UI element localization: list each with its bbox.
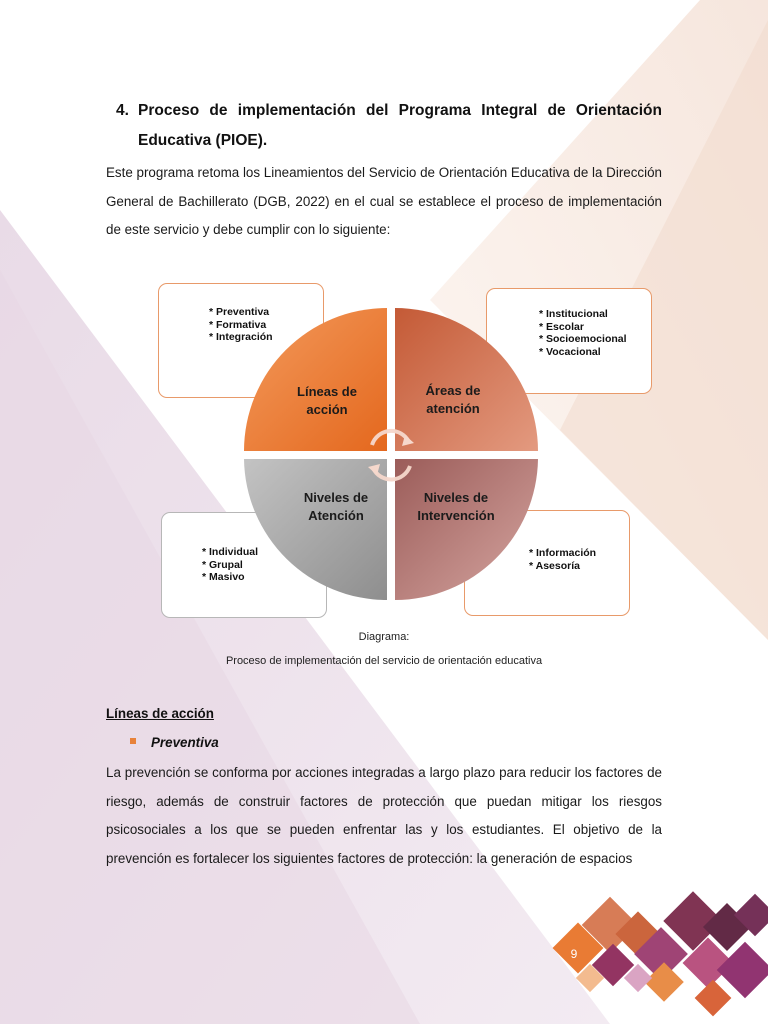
quadrant-label-lineas-accion: Líneas de acción [297,384,357,417]
prevention-paragraph: La prevención se conforma por acciones integradas a largo plazo para reducir los factores de riesgo, además de construir factores de protección que puedan mitigar los riesgos psicosociales a los que se pueden enfrentar las y los estudiantes. El objetivo de la prevención es fortalecer los siguientes factores de protección: la generación de espacios [106,765,662,866]
list-item: * Masivo [202,571,245,583]
pioe-diagram [150,280,670,620]
section-title-line-2: Educativa (PIOE). [138,132,268,149]
list-item: * Formativa [209,318,267,331]
quadrant-label-niveles-atencion: Niveles de Atención [303,490,369,523]
list-item: * Escolar [539,320,584,333]
section-heading-line-1 [116,96,662,126]
list-item: * Grupal [202,558,243,571]
list-item: * Individual [202,546,259,558]
bullet-item [130,735,219,750]
list-item: * Integración [209,331,273,343]
quadrant-label-areas-atencion: Áreas de atención [425,383,481,416]
quadrant-niveles-atencion [244,459,387,600]
diagram-caption-text: Proceso de implementación del servicio de orientación educativa [225,655,543,667]
section-number: 4. [116,102,129,119]
list-item: * Socioemocional [539,333,627,345]
section-title-line-1: Proceso de implementación del Programa Integral de Orientación [138,102,662,119]
quadrant-label-niveles-intervencion: Niveles de Intervención [417,490,495,523]
quadrant-niveles-intervencion [395,459,538,600]
list-item: * Institucional [539,308,608,320]
section-heading [116,96,662,156]
quadrant-circle [150,280,670,620]
list-item: * Vocacional [539,345,601,358]
list-item: * Asesoría [529,559,580,572]
intro-paragraph: Este programa retoma los Lineamientos del Servicio de Orientación Educativa de la Dirección General de Bachillerato (DGB, 2022) en el cual se establece el proceso de implementación de este servicio y debe cumplir con lo siguiente: [106,165,662,237]
list-item: * Información [529,547,597,559]
bullet-square-icon [130,738,136,744]
quadrant-lineas-accion [244,308,387,451]
bullet-label: Preventiva [151,735,219,750]
list-item: * Preventiva [209,306,270,318]
subsection-title: Líneas de acción [106,706,214,721]
quadrant-areas-atencion [395,308,538,451]
page-number: 9 [570,947,578,961]
diagram-caption-label: Diagrama: [358,631,410,643]
